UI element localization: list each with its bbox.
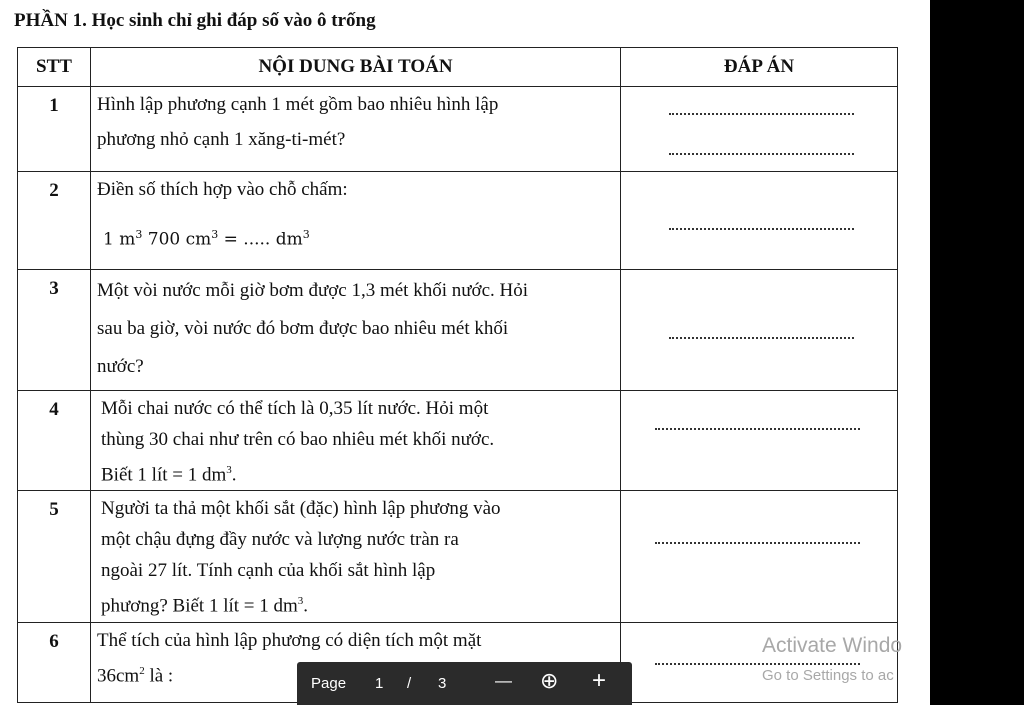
answer-cell[interactable]	[621, 87, 898, 172]
formula-part: 700 cm	[142, 229, 212, 250]
window-edge	[930, 0, 1024, 705]
section-heading: PHẦN 1. Học sinh chỉ ghi đáp số vào ô trống	[14, 10, 376, 31]
question-line: Một vòi nước mỗi giờ bơm được 1,3 mét khối nước. Hỏi	[97, 280, 529, 301]
question-line: Mỗi chai nước có thể tích là 0,35 lít nước. Hỏi một	[101, 398, 489, 419]
formula-part: = ..... dm	[218, 229, 303, 250]
question-line: ngoài 27 lít. Tính cạnh của khối sắt hình lập	[101, 560, 436, 582]
answer-blank[interactable]	[669, 337, 854, 339]
page-label: Page	[311, 675, 347, 692]
question-line-text: 36cm	[97, 664, 140, 686]
question-text	[91, 491, 621, 622]
answer-blank[interactable]	[669, 153, 854, 155]
table-row	[18, 491, 898, 622]
unit-formula	[97, 217, 616, 258]
answer-blank[interactable]	[655, 428, 860, 430]
activation-watermark-subtitle: Go to Settings to ac	[762, 667, 894, 684]
question-line-text: là :	[144, 664, 174, 686]
question-line-text: phương? Biết 1 lít = 1 dm	[101, 595, 298, 617]
superscript: 3	[302, 228, 310, 241]
question-line	[101, 455, 616, 490]
table-row	[18, 391, 898, 491]
formula-part: 1 m	[103, 229, 136, 250]
row-number: 6	[18, 622, 91, 702]
question-line	[101, 586, 616, 621]
question-line: nước?	[97, 356, 144, 377]
page-current[interactable]: 1	[375, 675, 384, 692]
answer-blank[interactable]	[655, 663, 860, 665]
row-number: 5	[18, 491, 91, 622]
row-number: 1	[18, 87, 91, 172]
superscript: 2	[139, 664, 145, 677]
header-answer: ĐÁP ÁN	[621, 48, 898, 87]
superscript: 3	[297, 595, 304, 608]
answer-cell[interactable]	[621, 172, 898, 270]
zoom-out-button[interactable]: —	[495, 671, 512, 690]
question-text	[91, 172, 621, 270]
zoom-in-button[interactable]: +	[592, 667, 607, 694]
superscript: 3	[135, 228, 143, 241]
header-stt: STT	[18, 48, 91, 87]
question-line: Điền số thích hợp vào chỗ chấm:	[97, 179, 348, 200]
question-line: một chậu đựng đầy nước và lượng nước tràn ra	[101, 529, 459, 551]
activation-watermark-title: Activate Windo	[762, 634, 903, 657]
superscript: 3	[211, 228, 219, 241]
question-text	[91, 87, 621, 172]
superscript: 3	[226, 464, 232, 476]
answer-blank[interactable]	[669, 228, 854, 230]
question-line: thùng 30 chai như trên có bao nhiêu mét khối nước.	[101, 429, 495, 450]
row-number: 4	[18, 391, 91, 491]
page-separator: /	[407, 675, 412, 692]
question-line: Thể tích của hình lập phương có diện tích một mặt	[97, 629, 482, 651]
table-row	[18, 87, 898, 172]
table-header-row	[18, 48, 898, 87]
question-text	[91, 391, 621, 491]
header-content: NỘI DUNG BÀI TOÁN	[91, 48, 621, 87]
page-total: 3	[438, 675, 447, 692]
quiz-table	[17, 47, 898, 703]
question-line: Hình lập phương cạnh 1 mét gồm bao nhiêu hình lập	[97, 94, 499, 115]
question-line: sau ba giờ, vòi nước đó bơm được bao nhiêu mét khối	[97, 318, 509, 339]
period: .	[303, 595, 309, 617]
table-row	[18, 270, 898, 391]
page-toolbar	[297, 662, 632, 705]
answer-blank[interactable]	[655, 542, 860, 544]
answer-cell[interactable]	[621, 391, 898, 491]
row-number: 2	[18, 172, 91, 270]
answer-blank[interactable]	[669, 113, 854, 115]
question-line: phương nhỏ cạnh 1 xăng-ti-mét?	[97, 129, 346, 150]
question-line-text: Biết 1 lít = 1 dm	[101, 464, 227, 486]
answer-cell[interactable]	[621, 491, 898, 622]
row-number: 3	[18, 270, 91, 391]
answer-cell[interactable]	[621, 270, 898, 391]
zoom-icon[interactable]: ⊕	[540, 668, 559, 693]
table-row	[18, 172, 898, 270]
period: .	[231, 464, 237, 486]
question-text	[91, 270, 621, 391]
question-line: Người ta thả một khối sắt (đặc) hình lập phương vào	[101, 498, 501, 520]
